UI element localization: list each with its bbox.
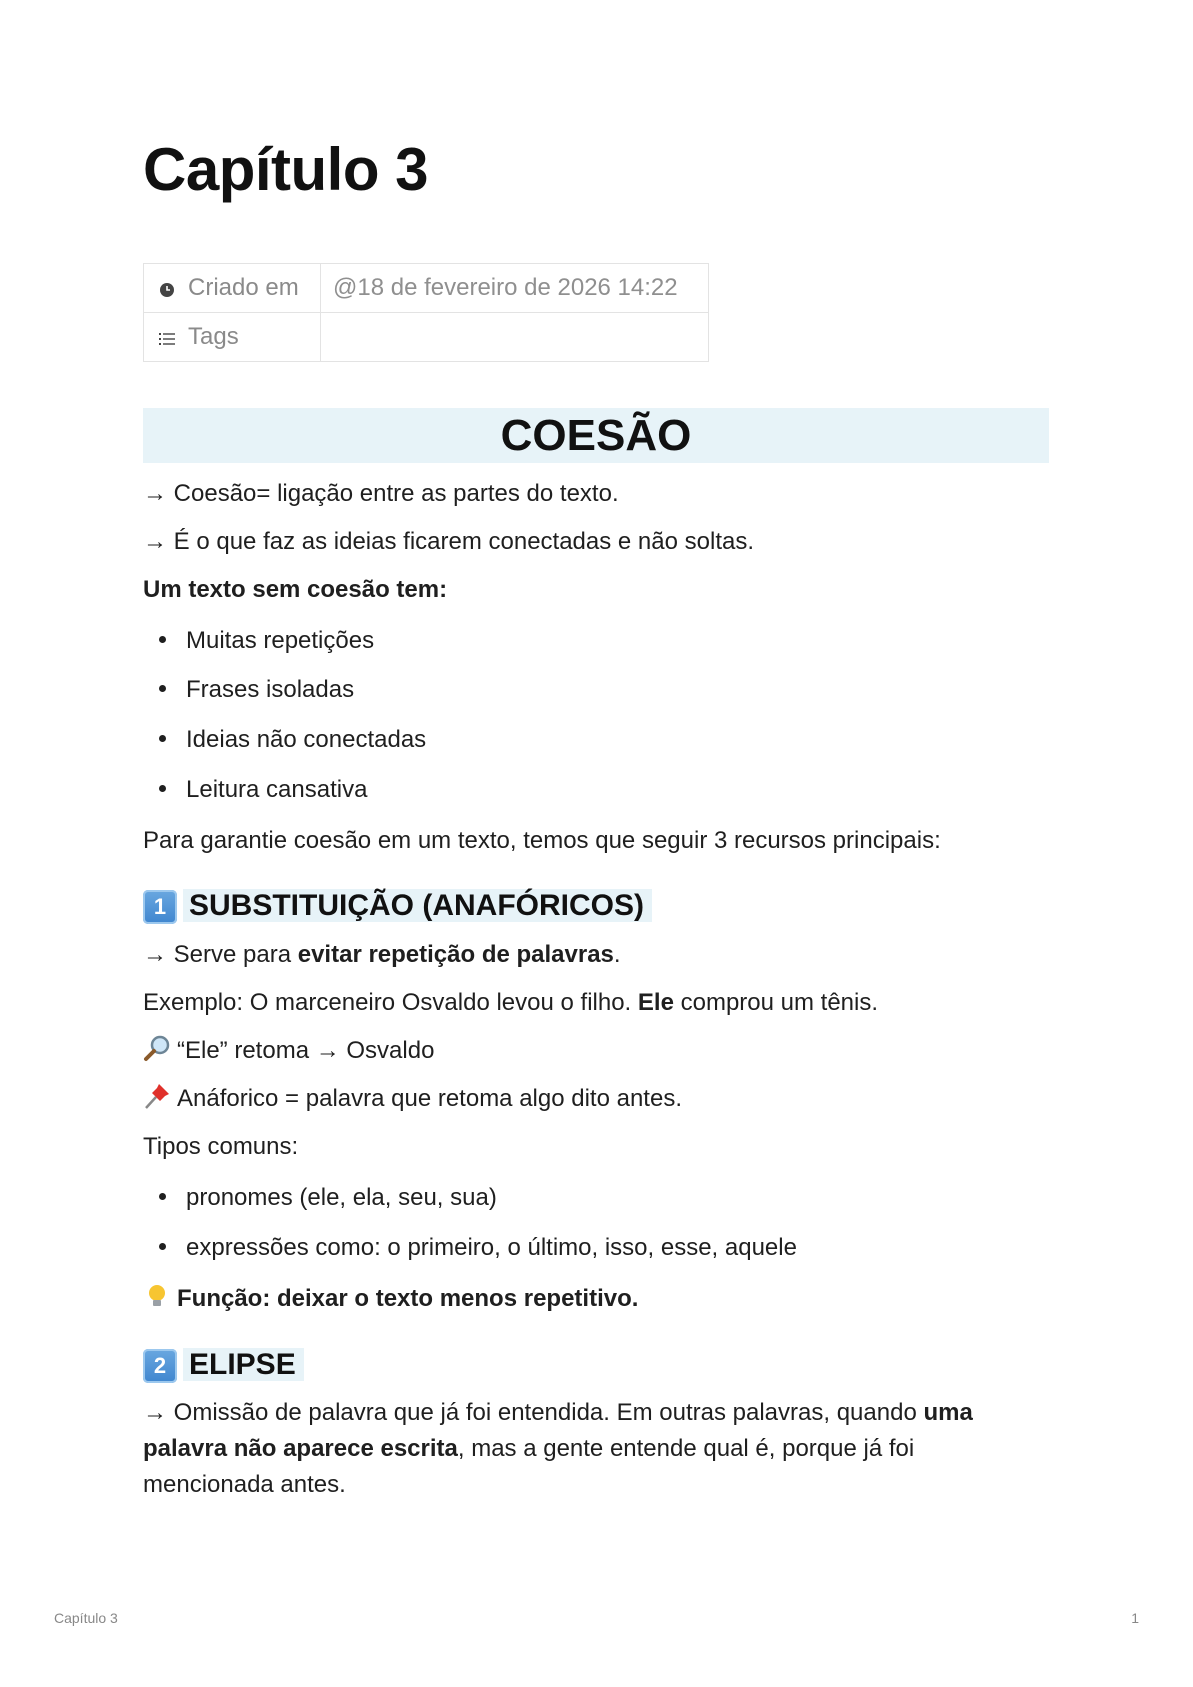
bullet-icon bbox=[159, 685, 166, 692]
footer-page-number: 1 bbox=[1131, 1610, 1139, 1626]
bullet-icon bbox=[159, 636, 166, 643]
list-item: Frases isoladas bbox=[159, 672, 354, 708]
paragraph: Para garantie coesão em um texto, temos que seguir 3 recursos principais: bbox=[143, 827, 941, 854]
footer-left: Capítulo 3 bbox=[54, 1610, 118, 1626]
heading-coesao: COESÃO bbox=[143, 408, 1049, 463]
list-item: Ideias não conectadas bbox=[159, 722, 426, 758]
keycap-one-icon: 1 bbox=[143, 890, 177, 924]
property-key-tags: Tags bbox=[188, 323, 239, 350]
bold-paragraph: Um texto sem coesão tem: bbox=[143, 576, 448, 603]
magnifier-icon bbox=[143, 1034, 171, 1073]
heading-elipse: 2 ELIPSE bbox=[143, 1345, 304, 1385]
list-item: Muitas repetições bbox=[159, 623, 374, 659]
property-key-created: Criado em bbox=[188, 274, 299, 301]
bullet-icon bbox=[159, 735, 166, 742]
bullet-icon bbox=[159, 1243, 166, 1250]
page-title: Capítulo 3 bbox=[143, 136, 429, 203]
paragraph: → Serve para evitar repetição de palavras. bbox=[143, 941, 621, 968]
property-row-tags bbox=[144, 313, 709, 362]
list-item: pronomes (ele, ela, seu, sua) bbox=[159, 1180, 497, 1216]
paragraph: Tipos comuns: bbox=[143, 1133, 299, 1160]
list-icon bbox=[158, 329, 176, 347]
list-item: Leitura cansativa bbox=[159, 772, 367, 808]
clock-icon bbox=[158, 280, 176, 298]
property-value-created[interactable]: @18 de fevereiro de 2026 14:22 bbox=[321, 264, 709, 313]
list-item: expressões como: o primeiro, o último, isso, esse, aquele bbox=[159, 1230, 797, 1266]
bold-paragraph: Função: deixar o texto menos repetitivo. bbox=[143, 1281, 638, 1321]
paragraph: Anáforico = palavra que retoma algo dito antes. bbox=[143, 1081, 682, 1121]
paragraph: → Omissão de palavra que já foi entendida. Em outras palavras, quando uma palavra não aparece escrita, mas a gente entende qual é, porque já foi mencionada antes. bbox=[143, 1399, 973, 1498]
property-value-tags[interactable] bbox=[321, 313, 709, 362]
keycap-two-icon: 2 bbox=[143, 1349, 177, 1383]
bullet-icon bbox=[159, 1193, 166, 1200]
bullet-icon bbox=[159, 785, 166, 792]
property-key-cell bbox=[144, 264, 321, 313]
paragraph: Exemplo: O marceneiro Osvaldo levou o filho. Ele comprou um tênis. bbox=[143, 989, 879, 1016]
heading-substituicao: 1 SUBSTITUIÇÃO (ANAFÓRICOS) bbox=[143, 886, 652, 926]
pushpin-icon bbox=[143, 1082, 171, 1121]
paragraph: → É o que faz as ideias ficarem conectadas e não soltas. bbox=[143, 528, 755, 555]
property-key-cell bbox=[144, 313, 321, 362]
lightbulb-icon bbox=[143, 1282, 171, 1321]
paragraph: → Coesão= ligação entre as partes do texto. bbox=[143, 480, 619, 507]
properties-table bbox=[143, 263, 709, 362]
property-row-created bbox=[144, 264, 709, 313]
paragraph: “Ele” retoma → Osvaldo bbox=[143, 1033, 434, 1073]
